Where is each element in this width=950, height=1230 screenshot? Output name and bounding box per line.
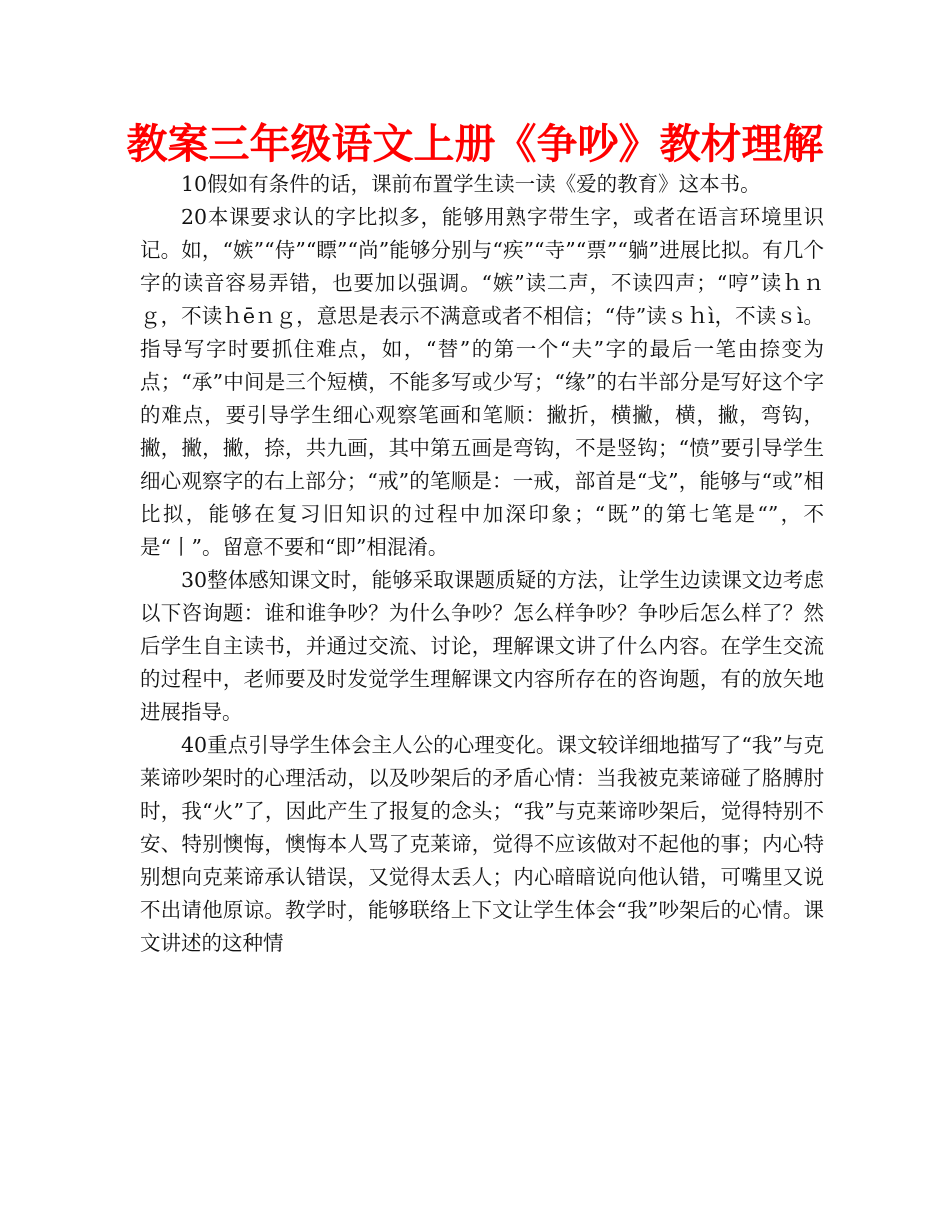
paragraph-4: 40重点引导学生体会主人公的心理变化。课文较详细地描写了“我”与克莱谛吵架时的心理活动，以及吵架后的矛盾心情：当我被克莱谛碰了胳膊肘时，我“火”了，因此产生了报复的念头；“我”与克莱谛吵架后，觉得特别不安、特别懊悔，懊悔本人骂了克莱谛，觉得不应该做对不起他的事；内心特别想向克莱谛承认错误，又觉得太丢人；内心暗暗说向他认错，可嘴里又说不出请他原谅。教学时，能够联络上下文让学生体会“我”吵架后的心情。课文讲述的这种情 bbox=[140, 733, 824, 955]
document-title: 教案三年级语文上册《争吵》教材理解 bbox=[126, 120, 824, 168]
paragraph-3: 30整体感知课文时，能够采取课题质疑的方法，让学生边读课文边考虑以下咨询题：谁和谁争吵？为什么争吵？怎么样争吵？争吵后怎么样了？然后学生自主读书，并通过交流、讨论，理解课文讲了什么内容。在学生交流的过程中，老师要及时发觉学生理解课文内容所存在的咨询题，有的放矢地进展指导。 bbox=[140, 568, 824, 724]
paragraph-1: 10假如有条件的话，课前布置学生读一读《爱的教育》这本书。 bbox=[181, 172, 761, 196]
document-body bbox=[140, 168, 824, 960]
paragraph-2: 20本课要求认的字比拟多，能够用熟字带生字，或者在语言环境里识记。如，“嫉”“侍”“瞟”“尚”能够分别与“疾”“寺”“票”“躺”进展比拟。有几个字的读音容易弄错，也要加以强调。“嫉”读二声，不读四声；“哼”读ｈｎｇ，不读ｈēｎｇ，意思是表示不满意或者不相信；“侍”读ｓｈì，不读ｓì。指导写字时要抓住难点，如，“替”的第一个“夫”字的最后一笔由捺变为点；“承”中间是三个短横，不能多写或少写；“缘”的右半部分是写好这个字的难点，要引导学生细心观察笔画和笔顺：撇折，横撇，横，撇，弯钩，撇，撇，撇，捺，共九画，其中第五画是弯钩，不是竖钩；“愤”要引导学生细心观察字的右上部分；“戒”的笔顺是：一戒，部首是“戈”，能够与“或”相比拟，能够在复习旧知识的过程中加深印象；“既”的第七笔是“”，不是“丨”。留意不要和“即”相混淆。 bbox=[140, 205, 824, 559]
